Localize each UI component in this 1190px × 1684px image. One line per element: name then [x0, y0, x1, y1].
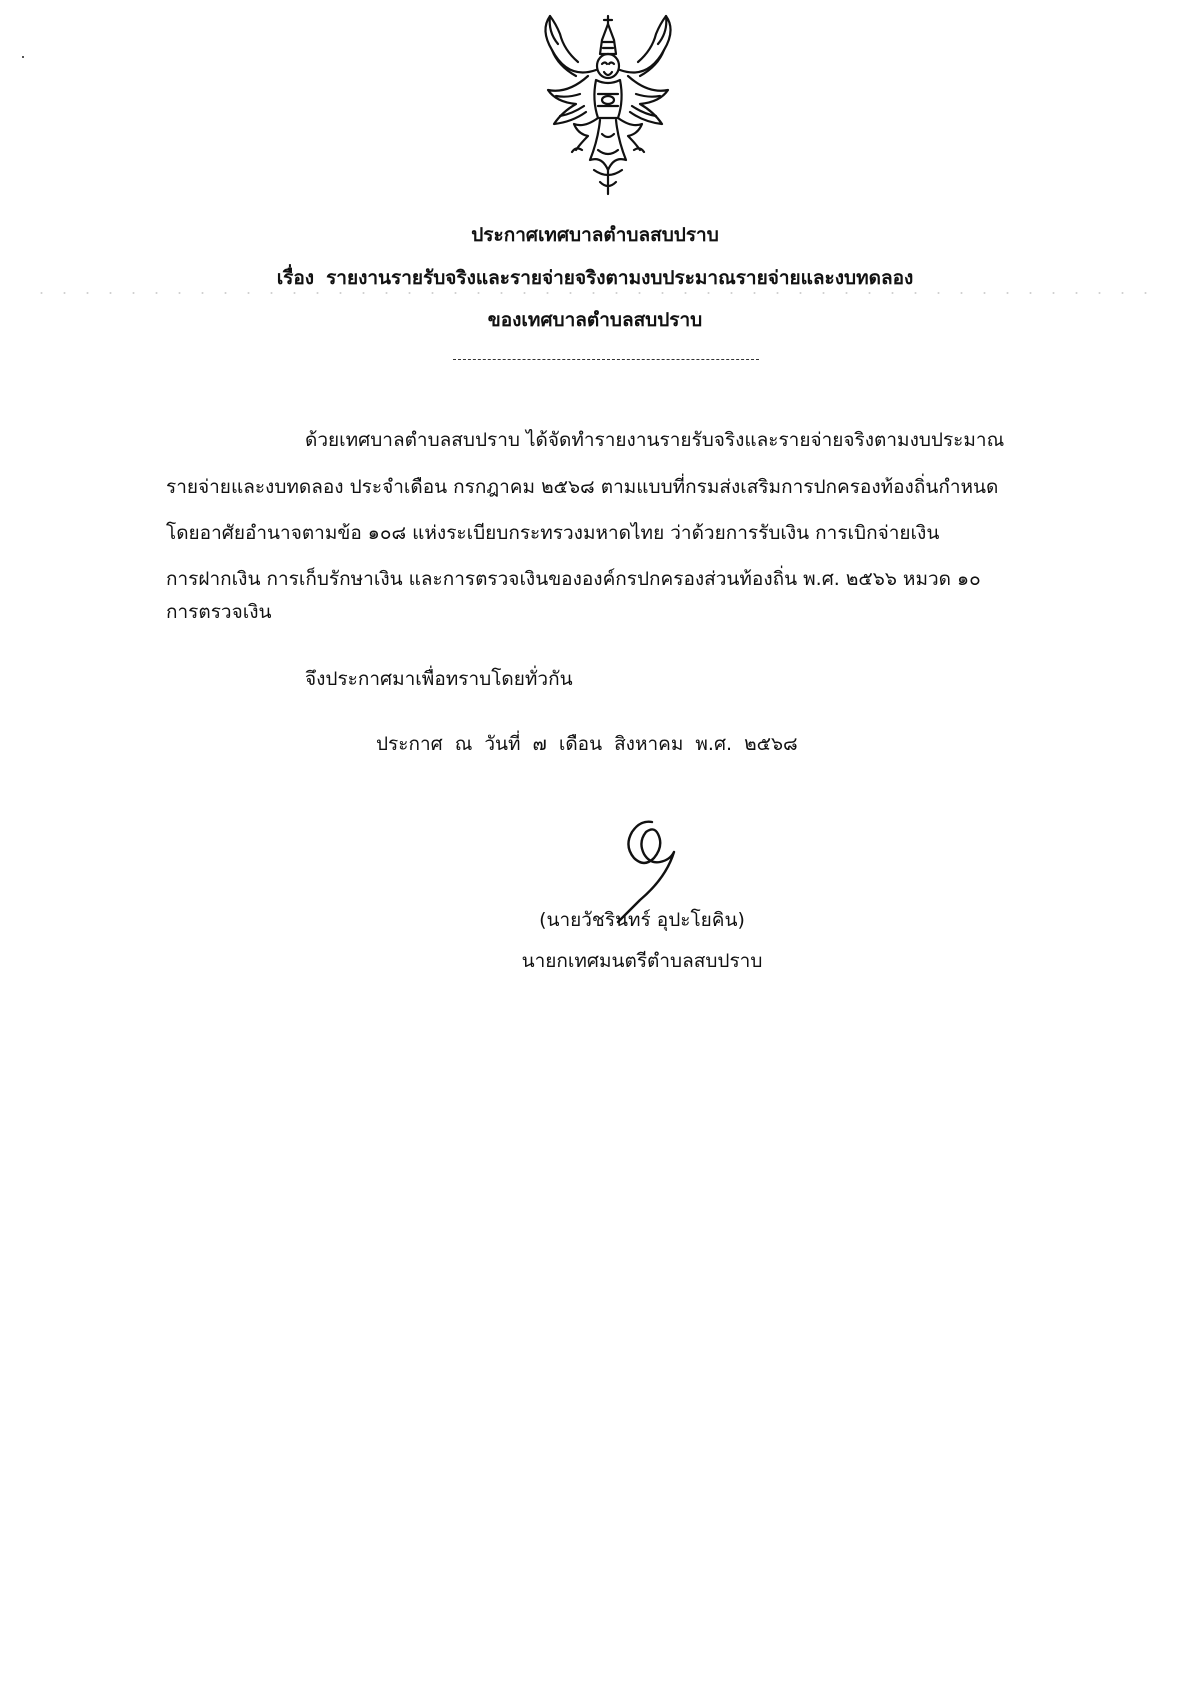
body-line: การตรวจเงิน [166, 601, 272, 623]
signatory-name: (นายวัชรินทร์ อุปะโยคิน) [539, 909, 745, 931]
separator-line [453, 359, 759, 360]
garuda-emblem-icon [528, 10, 688, 196]
date-day: ๗ [532, 733, 547, 755]
subject-label: เรื่อง [276, 267, 315, 289]
body-line: การฝากเงิน การเก็บรักษาเงิน และการตรวจเงินขององค์กรปกครองส่วนท้องถิ่น พ.ศ. ๒๕๖๖ หมวด ๑๐ [166, 568, 981, 590]
body-line: รายจ่ายและงบทดลอง ประจำเดือน กรกฎาคม ๒๕๖๘ ตามแบบที่กรมส่งเสริมการปกครองท้องถิ่นกำหนด [166, 476, 999, 498]
scan-noise [30, 291, 1150, 295]
closing-statement: จึงประกาศมาเพื่อทราบโดยทั่วกัน [305, 668, 573, 690]
date-day-label: วันที่ [484, 733, 521, 755]
subject-text: รายงานรายรับจริงและรายจ่ายจริงตามงบประมาณรายจ่ายและงบทดลอง [326, 267, 914, 289]
date-month-label: เดือน [558, 733, 603, 755]
date-prefix: ประกาศ [376, 733, 443, 755]
date-year-label: พ.ศ. [695, 733, 733, 755]
date-month: สิงหาคม [614, 733, 684, 755]
date-year: ๒๕๖๘ [744, 733, 798, 755]
scan-speck [22, 56, 24, 58]
announcement-subject-line2: ของเทศบาลตำบลสบปราบ [487, 309, 703, 331]
announcement-subject [0, 265, 1190, 291]
date-at: ณ [454, 733, 473, 755]
announcement-title: ประกาศเทศบาลตำบลสบปราบ [471, 224, 719, 246]
announcement-date [376, 731, 810, 757]
body-line: ด้วยเทศบาลตำบลสบปราบ ได้จัดทำรายงานรายรับจริงและรายจ่ายจริงตามงบประมาณ [305, 429, 1005, 451]
body-line: โดยอาศัยอำนาจตามข้อ ๑๐๘ แห่งระเบียบกระทรวงมหาดไทย ว่าด้วยการรับเงิน การเบิกจ่ายเงิน [166, 522, 940, 544]
signatory-position: นายกเทศมนตรีตำบลสบปราบ [521, 950, 763, 972]
